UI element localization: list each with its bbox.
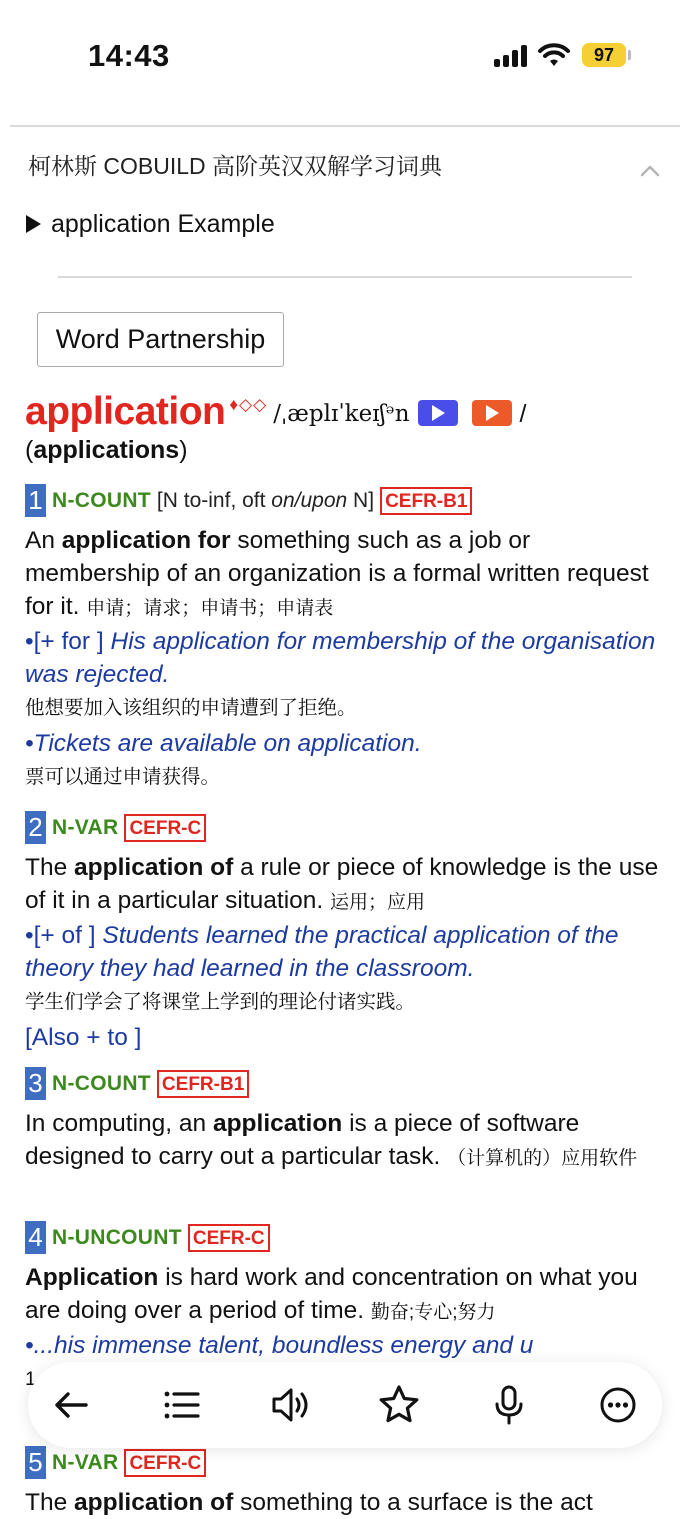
grammar-note: [N to-inf, oft on/upon N] bbox=[156, 488, 375, 512]
cefr-badge: CEFR-C bbox=[124, 1449, 206, 1477]
entry-headline bbox=[25, 390, 526, 434]
definition: Application is hard work and concentration on what you are doing over a period of time. 勤奋;专心;努力 bbox=[25, 1264, 638, 1324]
example-translation: 学生们学会了将课堂上学到的理论付诸实践。 bbox=[25, 991, 416, 1013]
example-translation: 票可以通过申请获得。 bbox=[25, 766, 221, 788]
bottom-toolbar bbox=[28, 1362, 662, 1448]
cefr-badge: CEFR-C bbox=[124, 814, 206, 842]
sense-number: 3 bbox=[25, 1067, 46, 1100]
status-time: 14:43 bbox=[88, 38, 170, 73]
part-of-speech: N-COUNT bbox=[52, 488, 151, 512]
part-of-speech: N-COUNT bbox=[52, 1071, 151, 1095]
headword: application bbox=[25, 390, 226, 433]
sense-1 bbox=[25, 484, 665, 796]
example-toggle-label: application Example bbox=[51, 210, 275, 238]
example-translation: 1 bbox=[25, 1368, 36, 1390]
top-divider bbox=[10, 125, 680, 127]
battery-tip bbox=[628, 50, 631, 60]
definition: An application for something such as a job or membership of an organization is a formal written request for it. 申请；请求；申请书；申请表 bbox=[25, 527, 649, 620]
part-of-speech: N-UNCOUNT bbox=[52, 1225, 182, 1249]
pronunciation: /ˌæplɪˈkeɪʃᵊn bbox=[273, 401, 410, 427]
sense-5 bbox=[25, 1446, 665, 1519]
definition: The application of something to a surface is the act bbox=[25, 1489, 593, 1516]
wifi-icon bbox=[538, 42, 570, 68]
cefr-badge: CEFR-B1 bbox=[380, 487, 472, 515]
word-partnership-button[interactable]: Word Partnership bbox=[37, 312, 284, 367]
example-toggle[interactable] bbox=[26, 210, 275, 239]
disclosure-triangle-icon bbox=[26, 215, 41, 233]
example-sentence: •...his immense talent, boundless energy and u bbox=[25, 1332, 534, 1359]
play-uk-audio-icon[interactable] bbox=[418, 400, 458, 426]
part-of-speech: N-VAR bbox=[52, 1450, 119, 1474]
example-sentence: •[+ for ] His application for membership of the organisation was rejected. bbox=[25, 628, 656, 688]
sense-number: 1 bbox=[25, 484, 46, 517]
sense-2 bbox=[25, 811, 665, 1055]
more-icon[interactable] bbox=[595, 1382, 641, 1428]
status-bar bbox=[0, 0, 689, 110]
sense-number: 4 bbox=[25, 1221, 46, 1254]
list-icon[interactable] bbox=[158, 1382, 204, 1428]
example-sentence: •Tickets are available on application. bbox=[25, 730, 422, 757]
cefr-badge: CEFR-B1 bbox=[157, 1070, 249, 1098]
plural-form: (applications) bbox=[25, 436, 188, 464]
chevron-up-icon[interactable] bbox=[640, 164, 660, 176]
definition: The application of a rule or piece of knowledge is the use of it in a particular situation. 运用；应用 bbox=[25, 854, 659, 914]
definition: In computing, an application is a piece of software designed to carry out a particular task. （计算机的）应用软件 bbox=[25, 1110, 638, 1170]
dictionary-title[interactable]: 柯林斯 COBUILD 高阶英汉双解学习词典 bbox=[28, 153, 443, 179]
example-translation: 他想要加入该组织的申请遭到了拒绝。 bbox=[25, 697, 357, 719]
sense-3 bbox=[25, 1067, 665, 1175]
example-sentence: •[+ of ] Students learned the practical application of the theory they had learned in the classroom. bbox=[25, 922, 619, 982]
frequency-diamonds: ♦◇◇ bbox=[229, 395, 268, 414]
microphone-icon[interactable] bbox=[486, 1382, 532, 1428]
play-us-audio-icon[interactable] bbox=[472, 400, 512, 426]
also-note: [Also + to ] bbox=[25, 1024, 142, 1051]
cellular-signal-icon bbox=[494, 45, 530, 67]
plural-word: applications bbox=[33, 436, 180, 464]
section-divider bbox=[58, 276, 632, 278]
star-icon[interactable] bbox=[376, 1382, 422, 1428]
sense-number: 2 bbox=[25, 811, 46, 844]
cefr-badge: CEFR-C bbox=[188, 1224, 270, 1252]
part-of-speech: N-VAR bbox=[52, 815, 119, 839]
battery-indicator: 97 bbox=[582, 43, 626, 67]
pronunciation-end: / bbox=[519, 400, 527, 428]
back-arrow-icon[interactable] bbox=[48, 1382, 94, 1428]
speaker-icon[interactable] bbox=[267, 1382, 313, 1428]
sense-number: 5 bbox=[25, 1446, 46, 1479]
